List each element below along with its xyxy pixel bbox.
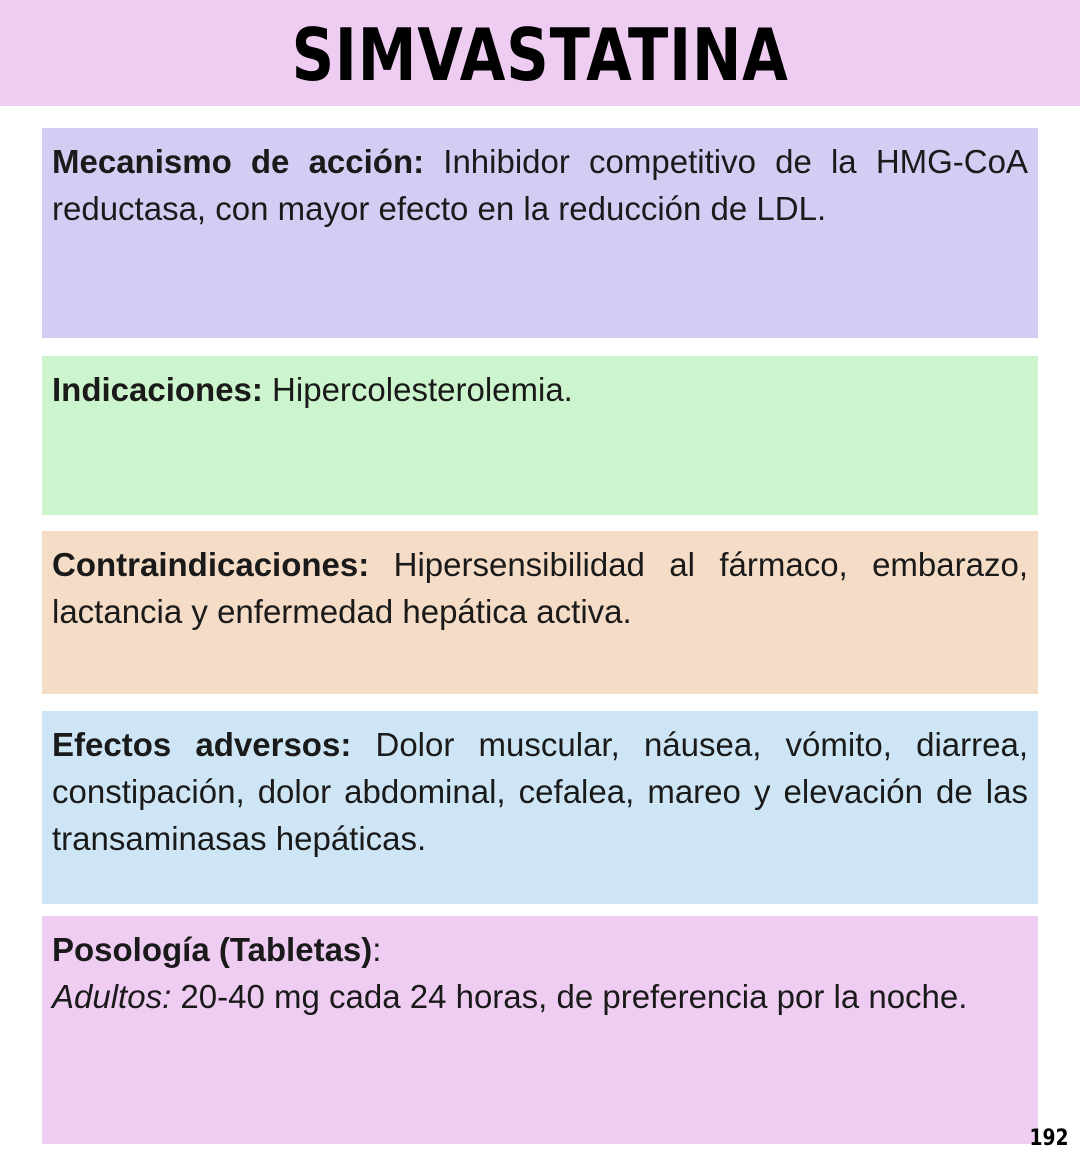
section-efectos-adversos	[42, 711, 1038, 904]
section-contraindicaciones	[42, 531, 1038, 694]
contraindicaciones-paragraph	[52, 541, 1028, 635]
indicaciones-label: Indicaciones:	[52, 371, 263, 408]
efectos-paragraph	[52, 721, 1028, 862]
adultos-text: 20-40 mg cada 24 horas, de preferencia por la noche.	[171, 978, 968, 1015]
section-indicaciones	[42, 356, 1038, 515]
contraindicaciones-label: Contraindicaciones:	[52, 546, 370, 583]
posologia-colon: :	[372, 931, 382, 968]
mecanismo-text: Inhibidor competitivo de la HMG-CoA reductasa, con mayor efecto en la reducción de LDL.	[52, 143, 1028, 227]
indicaciones-text: Hipercolesterolemia.	[262, 371, 573, 408]
mecanismo-paragraph	[52, 138, 1028, 232]
contraindicaciones-text: Hipersensibilidad al fármaco, embarazo, lactancia y enfermedad hepática activa.	[52, 546, 1028, 630]
efectos-label: Efectos adversos:	[52, 726, 352, 763]
page-title: SIMVASTATINA	[291, 13, 789, 97]
title-banner	[0, 0, 1080, 106]
posologia-adultos	[52, 973, 1028, 1020]
indicaciones-paragraph	[52, 366, 1028, 413]
adultos-label: Adultos:	[52, 978, 172, 1015]
page-number: 192	[1029, 1126, 1069, 1151]
section-mecanismo	[42, 128, 1038, 338]
mecanismo-label: Mecanismo de acción:	[52, 143, 425, 180]
section-posologia	[42, 916, 1038, 1144]
posologia-label: Posología (Tabletas)	[52, 931, 373, 968]
posologia-heading	[52, 926, 1028, 973]
efectos-text: Dolor muscular, náusea, vómito, diarrea, constipación, dolor abdominal, cefalea, mareo y elevación de las transaminasas hepáticas.	[52, 726, 1028, 857]
